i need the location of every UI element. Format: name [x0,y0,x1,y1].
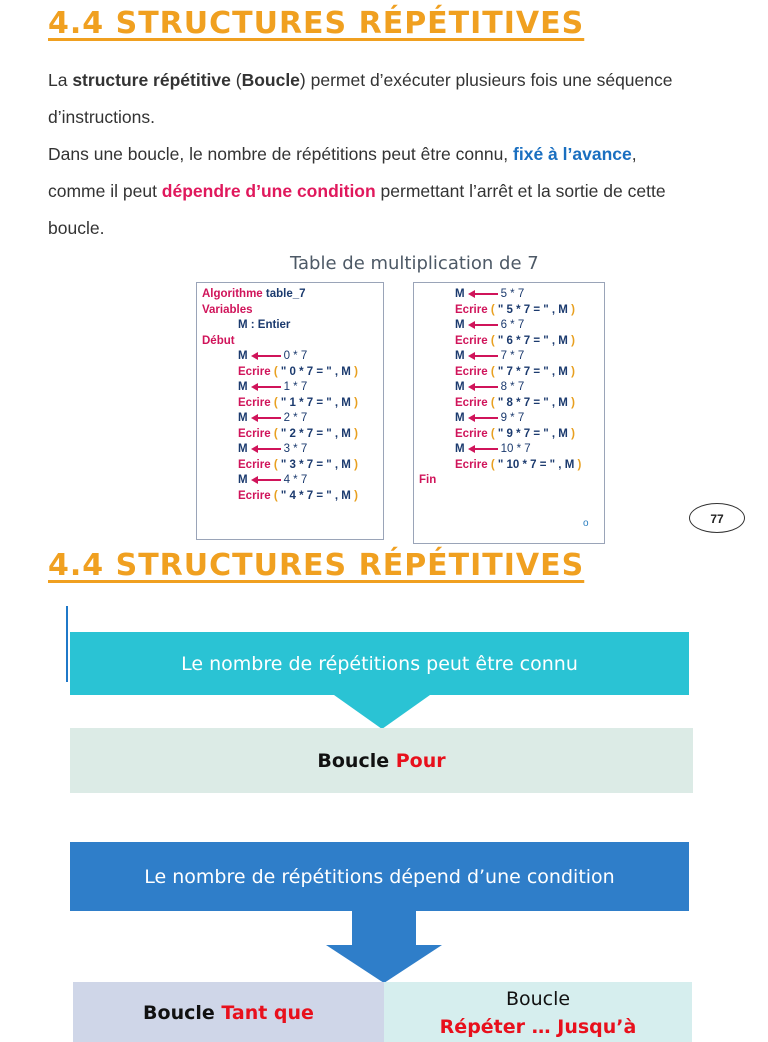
open-paren: ( [273,427,281,440]
keyword-ecrire: Ecrire [455,458,491,471]
write-arguments: " 0 * 7 = " , M [280,365,351,378]
code-line-ecrire [202,396,378,412]
keyword-ecrire: Ecrire [238,365,274,378]
algorithm-code-left [196,282,384,540]
intro-term-boucle: Boucle [241,70,300,90]
repeter-keyword: Répéter … Jusqu’à [439,1016,637,1038]
code-line-assign [202,442,378,458]
open-paren: ( [490,427,498,440]
code-line-assign [419,287,599,303]
assign-arrow-icon [251,414,281,422]
down-arrow-icon [326,911,442,983]
code-line-fin [419,473,599,489]
code-line-assign [419,318,599,334]
open-paren: ( [490,396,498,409]
keyword-ecrire: Ecrire [238,458,274,471]
write-arguments: " 4 * 7 = " , M [280,489,351,502]
close-paren: ) [567,334,575,347]
close-paren: ) [350,396,358,409]
known-count-box [70,632,689,695]
keyword-ecrire: Ecrire [238,489,274,502]
boucle-tant-que-box [73,982,384,1042]
assign-arrow-icon [251,352,281,360]
code-line-ecrire [202,458,378,474]
keyword-ecrire: Ecrire [455,396,491,409]
code-line-variables [202,303,378,319]
code-line-ecrire [202,427,378,443]
close-paren: ) [567,396,575,409]
condition-label: Le nombre de répétitions dépend d’une condition [144,865,615,888]
code-line-ecrire [419,427,599,443]
code-line-ecrire [419,365,599,381]
boucle-pour-box [70,728,693,793]
figure-caption: Table de multiplication de 7 [290,253,539,274]
close-paren: ) [350,365,358,378]
variable-m: M [455,381,465,393]
variable-m: M [455,412,465,424]
slide-title: 4.4 STRUCTURES RÉPÉTITIVES [48,548,585,583]
close-paren: ) [567,427,575,440]
boucle-word: Boucle [143,1002,222,1024]
code-line-declaration [202,318,378,334]
write-arguments: " 1 * 7 = " , M [280,396,351,409]
open-paren: ( [273,396,281,409]
keyword-debut: Début [202,334,235,347]
condition-box [70,842,689,911]
intro-line-2 [48,136,688,247]
intro-term-condition: dépendre d’une condition [161,181,376,201]
variable-declaration: M : Entier [238,319,291,331]
assign-expression: 4 * 7 [283,474,308,486]
code-line-assign [419,349,599,365]
write-arguments: " 5 * 7 = " , M [497,303,568,316]
intro-line-1 [48,62,688,136]
tant-que-keyword: Tant que [221,1002,314,1024]
code-steps [202,349,378,504]
code-line-ecrire [419,303,599,319]
keyword-ecrire: Ecrire [455,334,491,347]
assign-arrow-icon [251,383,281,391]
code-line-assign [202,411,378,427]
known-count-label: Le nombre de répétitions peut être connu [181,652,578,675]
intro-term-fixe: fixé à l’avance [513,144,632,164]
dot-mark: o [583,518,589,529]
code-line-algorithme [202,287,378,303]
write-arguments: " 9 * 7 = " , M [497,427,568,440]
close-paren: ) [350,427,358,440]
open-paren: ( [490,334,498,347]
keyword-variables: Variables [202,303,253,316]
boucle-word: Boucle [317,749,396,772]
code-line-assign [419,442,599,458]
close-paren: ) [567,303,575,316]
assign-expression: 5 * 7 [500,288,525,300]
intro-text: Dans une boucle, le nombre de répétitions peut être connu, [48,144,514,164]
algorithm-code-right [413,282,605,544]
boucle-word: Boucle [505,988,571,1010]
variable-m: M [455,443,465,455]
variable-m: M [455,350,465,362]
intro-text: ( [230,70,242,90]
boucle-repeter-box [384,982,692,1042]
variable-m: M [238,381,248,393]
code-line-assign [419,411,599,427]
intro-term-structure: structure répétitive [72,70,231,90]
write-arguments: " 3 * 7 = " , M [280,458,351,471]
code-line-ecrire [202,489,378,505]
open-paren: ( [490,365,498,378]
keyword-ecrire: Ecrire [238,427,274,440]
close-paren: ) [350,458,358,471]
code-line-ecrire [419,334,599,350]
assign-expression: 2 * 7 [283,412,308,424]
open-paren: ( [273,489,281,502]
write-arguments: " 10 * 7 = " , M [497,458,575,471]
code-line-ecrire [419,458,599,474]
code-line-assign [202,380,378,396]
code-line-assign [202,349,378,365]
write-arguments: " 2 * 7 = " , M [280,427,351,440]
open-paren: ( [273,365,281,378]
keyword-algorithme: Algorithme [202,288,263,300]
code-line-debut [202,334,378,350]
code-line-assign [202,473,378,489]
variable-m: M [238,350,248,362]
assign-expression: 10 * 7 [500,443,531,455]
intro-text: ) permet d’exécuter plusieurs fois une séquence d’instructions. [48,70,673,127]
assign-expression: 8 * 7 [500,381,525,393]
write-arguments: " 6 * 7 = " , M [497,334,568,347]
code-line-ecrire [202,365,378,381]
pour-keyword: Pour [395,749,446,772]
open-paren: ( [273,458,281,471]
close-paren: ) [574,458,582,471]
write-arguments: " 8 * 7 = " , M [497,396,568,409]
write-arguments: " 7 * 7 = " , M [497,365,568,378]
assign-arrow-icon [468,383,498,391]
variable-m: M [455,288,465,300]
keyword-ecrire: Ecrire [455,303,491,316]
algorithm-name: table_7 [262,288,306,300]
intro-text: permettant l’arrêt et la sortie de cette boucle. [48,181,666,238]
assign-expression: 0 * 7 [283,350,308,362]
intro-text: , comme il peut [48,144,637,201]
keyword-ecrire: Ecrire [455,427,491,440]
code-steps [419,287,599,473]
keyword-fin: Fin [419,474,437,486]
variable-m: M [455,319,465,331]
down-arrow-icon [326,695,438,729]
assign-arrow-icon [468,352,498,360]
assign-expression: 3 * 7 [283,443,308,455]
assign-arrow-icon [468,445,498,453]
assign-arrow-icon [251,476,281,484]
assign-arrow-icon [251,445,281,453]
assign-arrow-icon [468,414,498,422]
assign-expression: 9 * 7 [500,412,525,424]
keyword-ecrire: Ecrire [455,365,491,378]
assign-expression: 7 * 7 [500,350,525,362]
variable-m: M [238,412,248,424]
open-paren: ( [490,458,498,471]
close-paren: ) [567,365,575,378]
code-line-assign [419,380,599,396]
intro-text: La [48,70,73,90]
assign-arrow-icon [468,290,498,298]
intro-paragraph [48,62,688,247]
code-line-ecrire [419,396,599,412]
close-paren: ) [350,489,358,502]
open-paren: ( [490,303,498,316]
slide-title: 4.4 STRUCTURES RÉPÉTITIVES [48,6,585,41]
keyword-ecrire: Ecrire [238,396,274,409]
accent-bar [66,606,68,682]
assign-expression: 6 * 7 [500,319,525,331]
assign-arrow-icon [468,321,498,329]
assign-expression: 1 * 7 [283,381,308,393]
variable-m: M [238,474,248,486]
variable-m: M [238,443,248,455]
page-number-badge: 77 [689,503,745,533]
